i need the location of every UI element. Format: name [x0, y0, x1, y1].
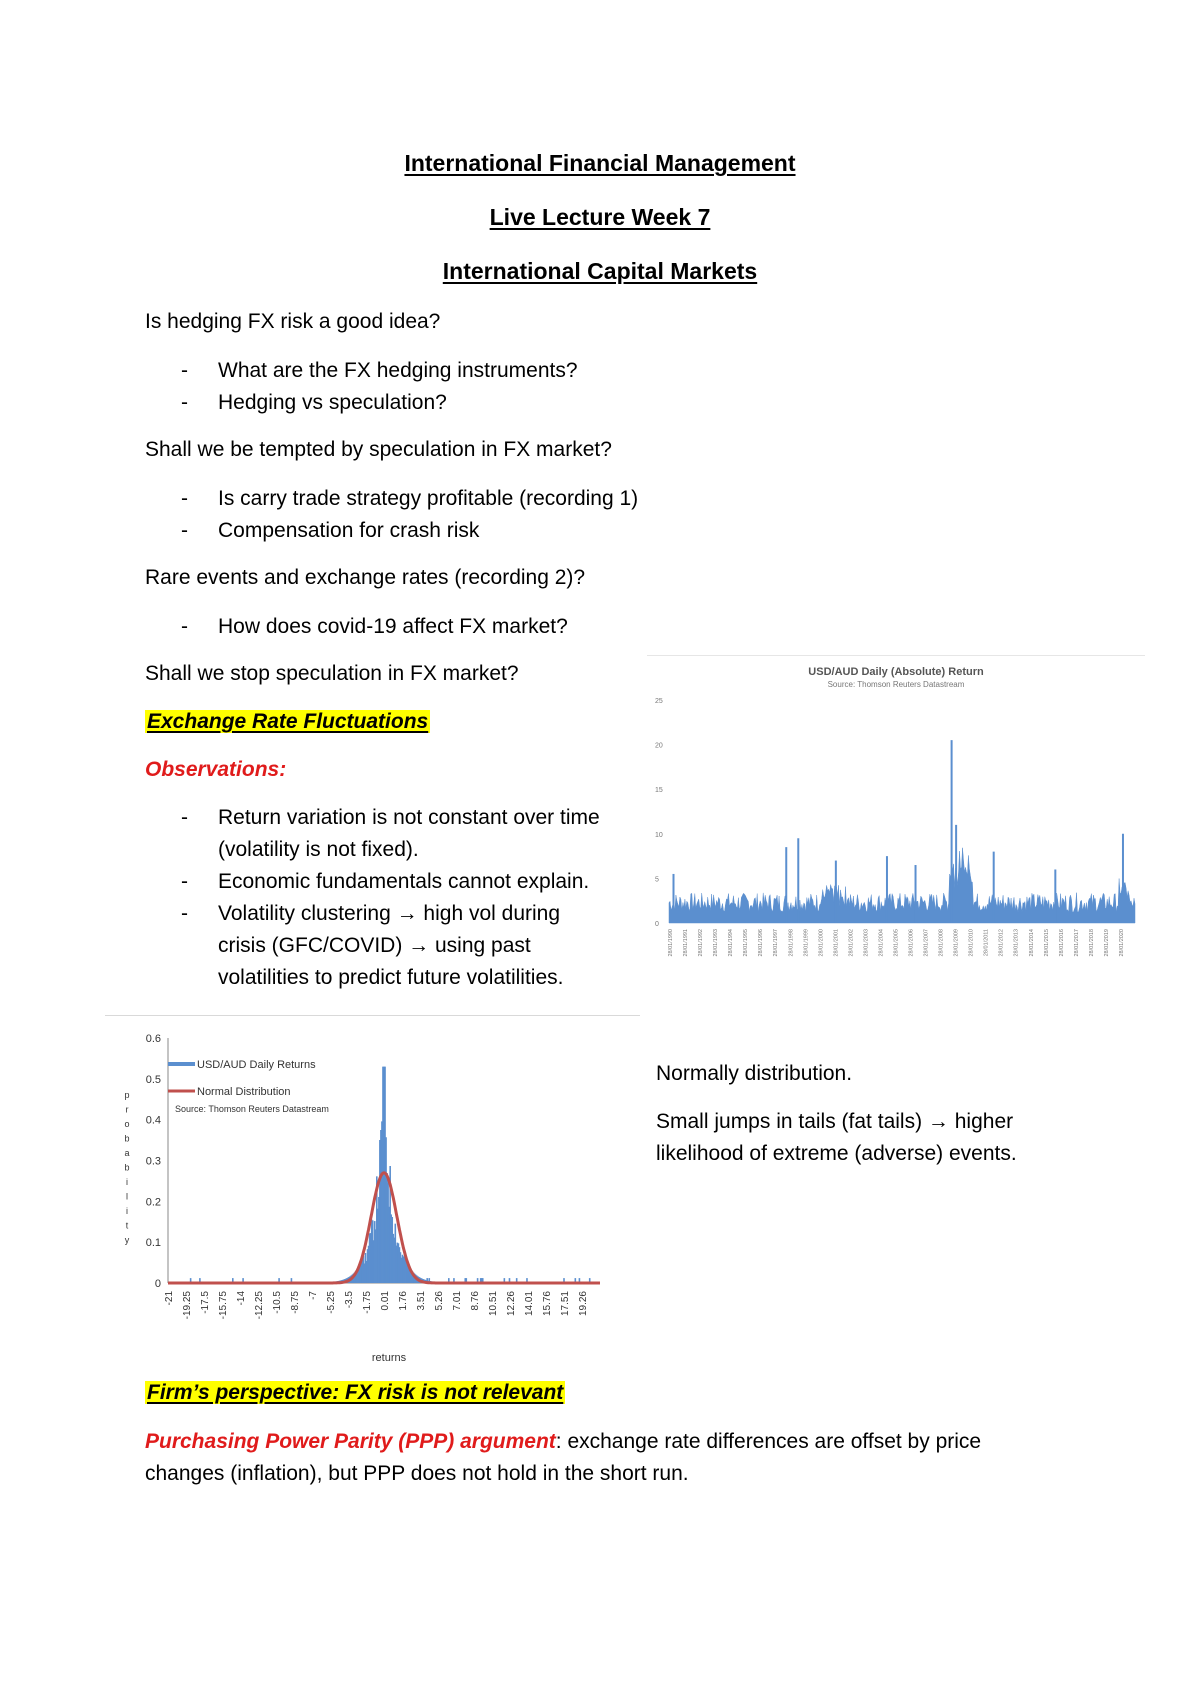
x-tick-label: 28/01/2001: [833, 929, 840, 957]
x-tick-label: -8.75: [290, 1291, 301, 1314]
x-tick-label: -14: [236, 1291, 247, 1306]
lecture-title: Live Lecture Week 7: [489, 204, 711, 230]
x-tick-label: -1.75: [362, 1291, 373, 1314]
x-tick-label: 28/01/1997: [773, 929, 780, 957]
y-axis-label-letter: r: [125, 1104, 129, 1115]
x-tick-label: -19.25: [182, 1291, 193, 1320]
x-tick-label: -12.25: [254, 1291, 265, 1320]
ppp-text: : exchange rate differences are offset by price changes (inflation), but PPP does not hold in the short run.: [145, 1430, 982, 1485]
chart-subtitle: Source: Thomson Reuters Datastream: [827, 680, 965, 689]
topic-title: International Capital Markets: [442, 258, 758, 284]
x-tick-label: 28/01/2007: [923, 929, 930, 957]
list-item: - Return variation is not constant over time (volatility is not fixed).: [181, 806, 600, 861]
y-tick-label: 0: [655, 921, 659, 928]
x-tick-label: 28/01/2020: [1118, 929, 1125, 957]
x-tick-label: 28/01/1991: [683, 929, 690, 957]
x-tick-label: 28/01/1995: [743, 929, 750, 957]
x-tick-label: 28/01/2011: [983, 929, 990, 957]
x-tick-label: 28/01/2009: [953, 929, 960, 957]
ppp-paragraph: [145, 1426, 1045, 1490]
y-axis-label-letter: y: [124, 1235, 130, 1245]
x-tick-label: 28/01/2002: [848, 929, 855, 957]
y-tick-label: 0: [154, 1278, 161, 1290]
x-tick-label: 12.26: [506, 1291, 518, 1317]
x-tick-label: 28/01/2019: [1103, 929, 1110, 957]
x-tick-label: -5.25: [326, 1291, 337, 1314]
x-tick-label: 28/01/2006: [908, 929, 915, 957]
x-tick-label: 28/01/2018: [1088, 929, 1095, 957]
y-tick-label: 20: [655, 742, 663, 750]
x-tick-label: 28/01/2017: [1073, 929, 1080, 957]
chart-annotation: Source: Thomson Reuters Datastream: [175, 1104, 329, 1114]
x-tick-label: 10.51: [488, 1291, 500, 1317]
x-tick-label: 28/01/2013: [1013, 929, 1020, 957]
question-stop-speculation: Shall we stop speculation in FX market?: [145, 662, 519, 685]
course-title: International Financial Management: [404, 150, 796, 176]
x-tick-label: 3.51: [416, 1291, 428, 1311]
x-tick-label: 28/01/2014: [1028, 929, 1035, 957]
x-tick-label: 28/01/1996: [758, 929, 765, 957]
x-tick-label: 28/01/2016: [1058, 929, 1065, 957]
y-axis-label-letter: i: [126, 1206, 128, 1216]
x-tick-label: 1.76: [398, 1291, 410, 1311]
note-normal: Normally distribution.: [656, 1062, 853, 1085]
ppp-label: Purchasing Power Parity (PPP) argument: [145, 1430, 556, 1453]
list-item: - Volatility clustering → high vol during crisis (GFC/COVID) → using past volatilities to predict future volatilities.: [181, 902, 564, 989]
y-axis-label-letter: p: [124, 1090, 130, 1100]
y-axis-label-letter: l: [126, 1191, 128, 1202]
x-tick-label: 28/01/2004: [878, 929, 885, 957]
question-rare-events: Rare events and exchange rates (recording 2)?: [145, 566, 586, 589]
x-tick-label: -21: [164, 1291, 175, 1306]
x-tick-label: 17.51: [560, 1291, 572, 1317]
x-tick-label: 28/01/1992: [698, 929, 705, 957]
x-tick-label: 28/01/1990: [668, 929, 674, 957]
list-item: - Hedging vs speculation?: [181, 391, 447, 414]
x-tick-label: -7: [308, 1291, 319, 1300]
y-axis-label-letter: b: [124, 1133, 130, 1144]
x-axis-label: returns: [371, 1352, 407, 1364]
series-area: [669, 848, 1135, 923]
observations-heading: Observations:: [145, 758, 287, 781]
x-tick-label: 28/01/2005: [893, 929, 900, 957]
y-tick-label: 0.6: [145, 1033, 161, 1045]
y-tick-label: 0.1: [145, 1237, 161, 1250]
abs-return-chart: [647, 655, 1145, 975]
chart-title: USD/AUD Daily (Absolute) Return: [808, 666, 984, 678]
y-axis-label-letter: o: [124, 1119, 130, 1129]
x-tick-label: 28/01/1994: [728, 929, 735, 957]
x-tick-label: 28/01/1999: [803, 929, 810, 957]
x-tick-label: -3.5: [344, 1291, 355, 1309]
x-tick-label: 7.01: [452, 1291, 464, 1311]
x-tick-label: -10.5: [272, 1291, 283, 1314]
y-tick-label: 15: [655, 787, 663, 795]
x-tick-label: 28/01/2000: [818, 929, 825, 957]
x-tick-label: 28/01/2010: [968, 929, 975, 957]
x-tick-label: 28/01/2012: [998, 929, 1005, 957]
legend-returns-label: USD/AUD Daily Returns: [197, 1059, 316, 1071]
x-tick-label: 28/01/2008: [938, 929, 945, 957]
x-tick-label: 28/01/2015: [1043, 929, 1050, 957]
y-tick-label: 0.4: [145, 1114, 161, 1127]
x-tick-label: 14.01: [524, 1291, 536, 1317]
y-axis-label-letter: i: [126, 1177, 128, 1187]
x-tick-label: -15.75: [218, 1291, 229, 1320]
x-tick-label: 19.26: [578, 1291, 590, 1317]
y-tick-label: 0.3: [145, 1155, 161, 1168]
list-item: - Is carry trade strategy profitable (recording 1): [181, 487, 639, 510]
x-tick-label: 28/01/1998: [788, 929, 795, 957]
abs-return-svg: [647, 655, 1145, 975]
section-heading-fluctuations: Exchange Rate Fluctuations: [147, 710, 429, 733]
question-speculation: Shall we be tempted by speculation in FX market?: [145, 438, 612, 461]
x-tick-label: 5.26: [434, 1291, 446, 1311]
x-tick-label: 28/01/1993: [713, 929, 720, 957]
list-item: - Compensation for crash risk: [181, 519, 480, 542]
y-tick-label: 25: [655, 698, 663, 705]
y-tick-label: 10: [655, 831, 663, 839]
y-tick-label: 0.5: [145, 1073, 161, 1086]
legend-normal-label: Normal Distribution: [197, 1086, 291, 1098]
x-tick-label: 28/01/2003: [863, 929, 870, 957]
list-item: - Economic fundamentals cannot explain.: [181, 870, 590, 893]
x-tick-label: -17.5: [200, 1291, 211, 1314]
y-axis-label-letter: a: [124, 1148, 130, 1158]
y-axis-label-letter: b: [124, 1162, 130, 1173]
list-item: - What are the FX hedging instruments?: [181, 359, 578, 382]
y-axis-label-letter: t: [125, 1220, 129, 1231]
x-tick-label: 8.76: [470, 1291, 482, 1311]
note-fat-tails: Small jumps in tails (fat tails) → higher likelihood of extreme (adverse) events.: [656, 1110, 1017, 1165]
section-heading-firm: Firm’s perspective: FX risk is not relevant: [147, 1381, 564, 1404]
question-hedging: Is hedging FX risk a good idea?: [145, 310, 441, 333]
x-tick-label: 15.76: [542, 1291, 554, 1317]
x-tick-label: 0.01: [380, 1291, 392, 1311]
distribution-chart: [105, 1015, 640, 1371]
y-tick-label: 0.2: [145, 1196, 161, 1209]
list-item: - How does covid-19 affect FX market?: [181, 615, 568, 638]
distribution-svg: [105, 1016, 640, 1371]
y-tick-label: 5: [655, 876, 659, 884]
